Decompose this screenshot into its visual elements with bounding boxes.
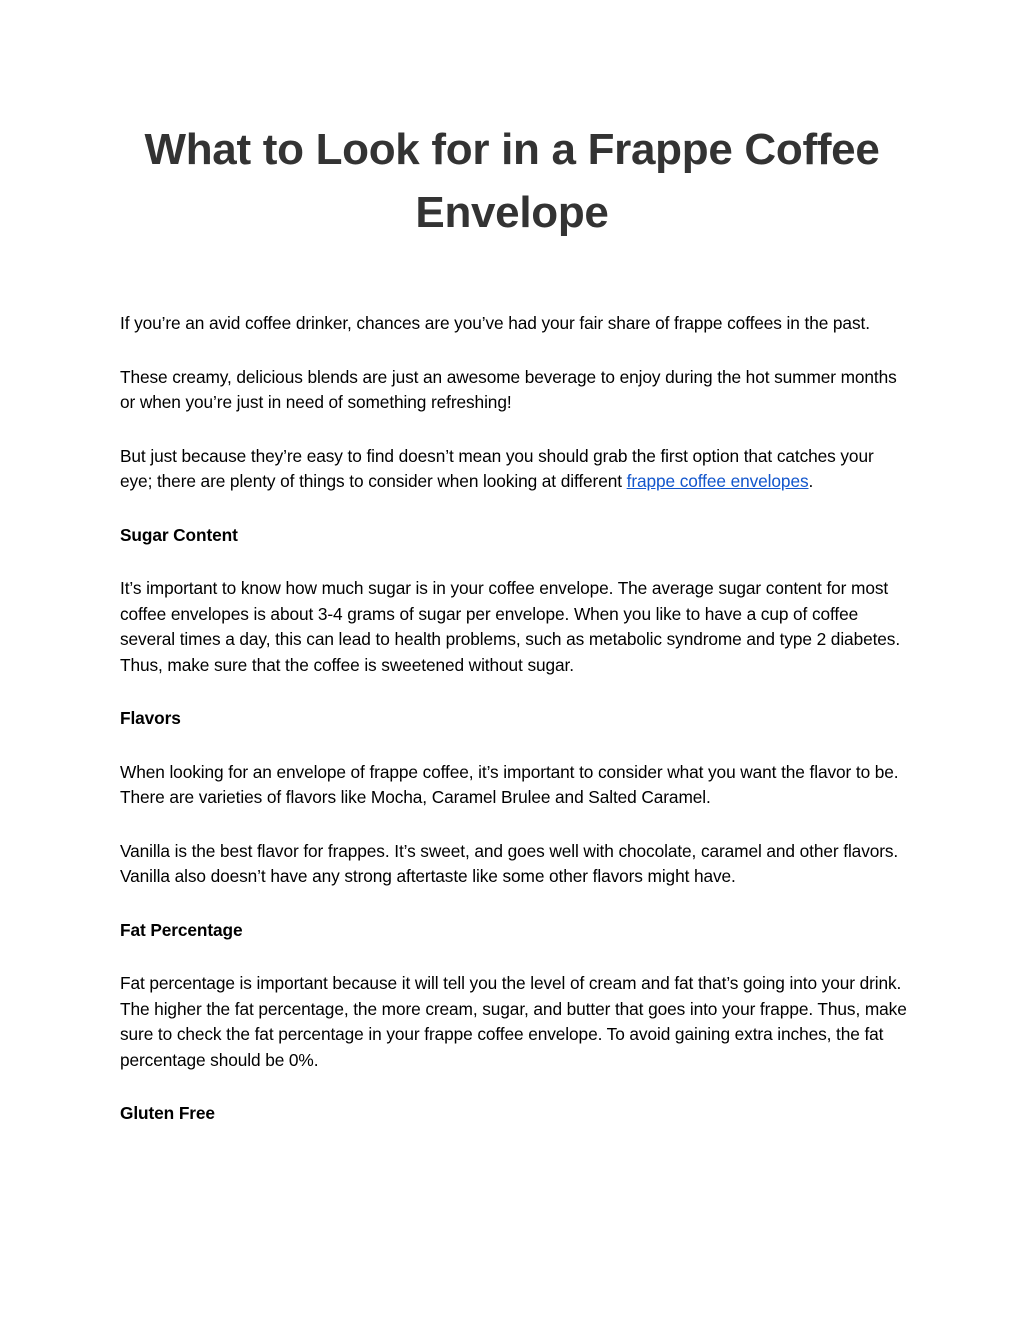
fat-percentage-paragraph: Fat percentage is important because it will tell you the level of cream and fat that’s going into your drink. The higher the fat percentage, the more cream, sugar, and butter that goes into your frappe. Thus, make sure to check the fat percentage in your frappe coffee envelope. To avoid gaining extra inches, the fat percentage should be 0%. — [120, 973, 907, 1070]
fat-percentage-heading: Fat Percentage — [120, 919, 243, 940]
page-title: What to Look for in a Frappe Coffee Envelope — [144, 125, 880, 237]
intro-paragraph-1: If you’re an avid coffee drinker, chances are you’ve had your fair share of frappe coffees in the past. — [120, 313, 870, 333]
sugar-content-heading: Sugar Content — [120, 524, 238, 545]
sugar-content-paragraph: It’s important to know how much sugar is in your coffee envelope. The average sugar content for most coffee envelopes is about 3-4 grams of sugar per envelope. When you like to have a cup of coffee several times a day, this can lead to health problems, such as metabolic syndrome and type 2 diabetes. Thus, make sure that the coffee is sweetened without sugar. — [120, 578, 901, 675]
frappe-coffee-envelopes-link[interactable]: frappe coffee envelopes — [626, 471, 809, 491]
gluten-free-heading: Gluten Free — [120, 1103, 215, 1123]
article-body — [120, 311, 910, 1155]
intro-paragraph-3-text: But just because they’re easy to find doesn’t mean you should grab the first option that catches your eye; there are plenty of things to consider when looking at different — [120, 445, 874, 491]
intro-paragraph-2: These creamy, delicious blends are just an awesome beverage to enjoy during the hot summer months or when you’re just in need of something refreshing! — [120, 366, 897, 412]
flavors-paragraph-2: Vanilla is the best flavor for frappes. It’s sweet, and goes well with chocolate, caramel and other flavors. Vanilla also doesn’t have any strong aftertaste like some other flavors might have. — [120, 840, 899, 886]
flavors-heading: Flavors — [120, 708, 181, 728]
intro-paragraph-3 — [120, 444, 910, 495]
intro-paragraph-3-end: . — [808, 471, 814, 491]
flavors-paragraph-1: When looking for an envelope of frappe coffee, it’s important to consider what you want the flavor to be. There are varieties of flavors like Mocha, Caramel Brulee and Salted Caramel. — [120, 761, 899, 807]
